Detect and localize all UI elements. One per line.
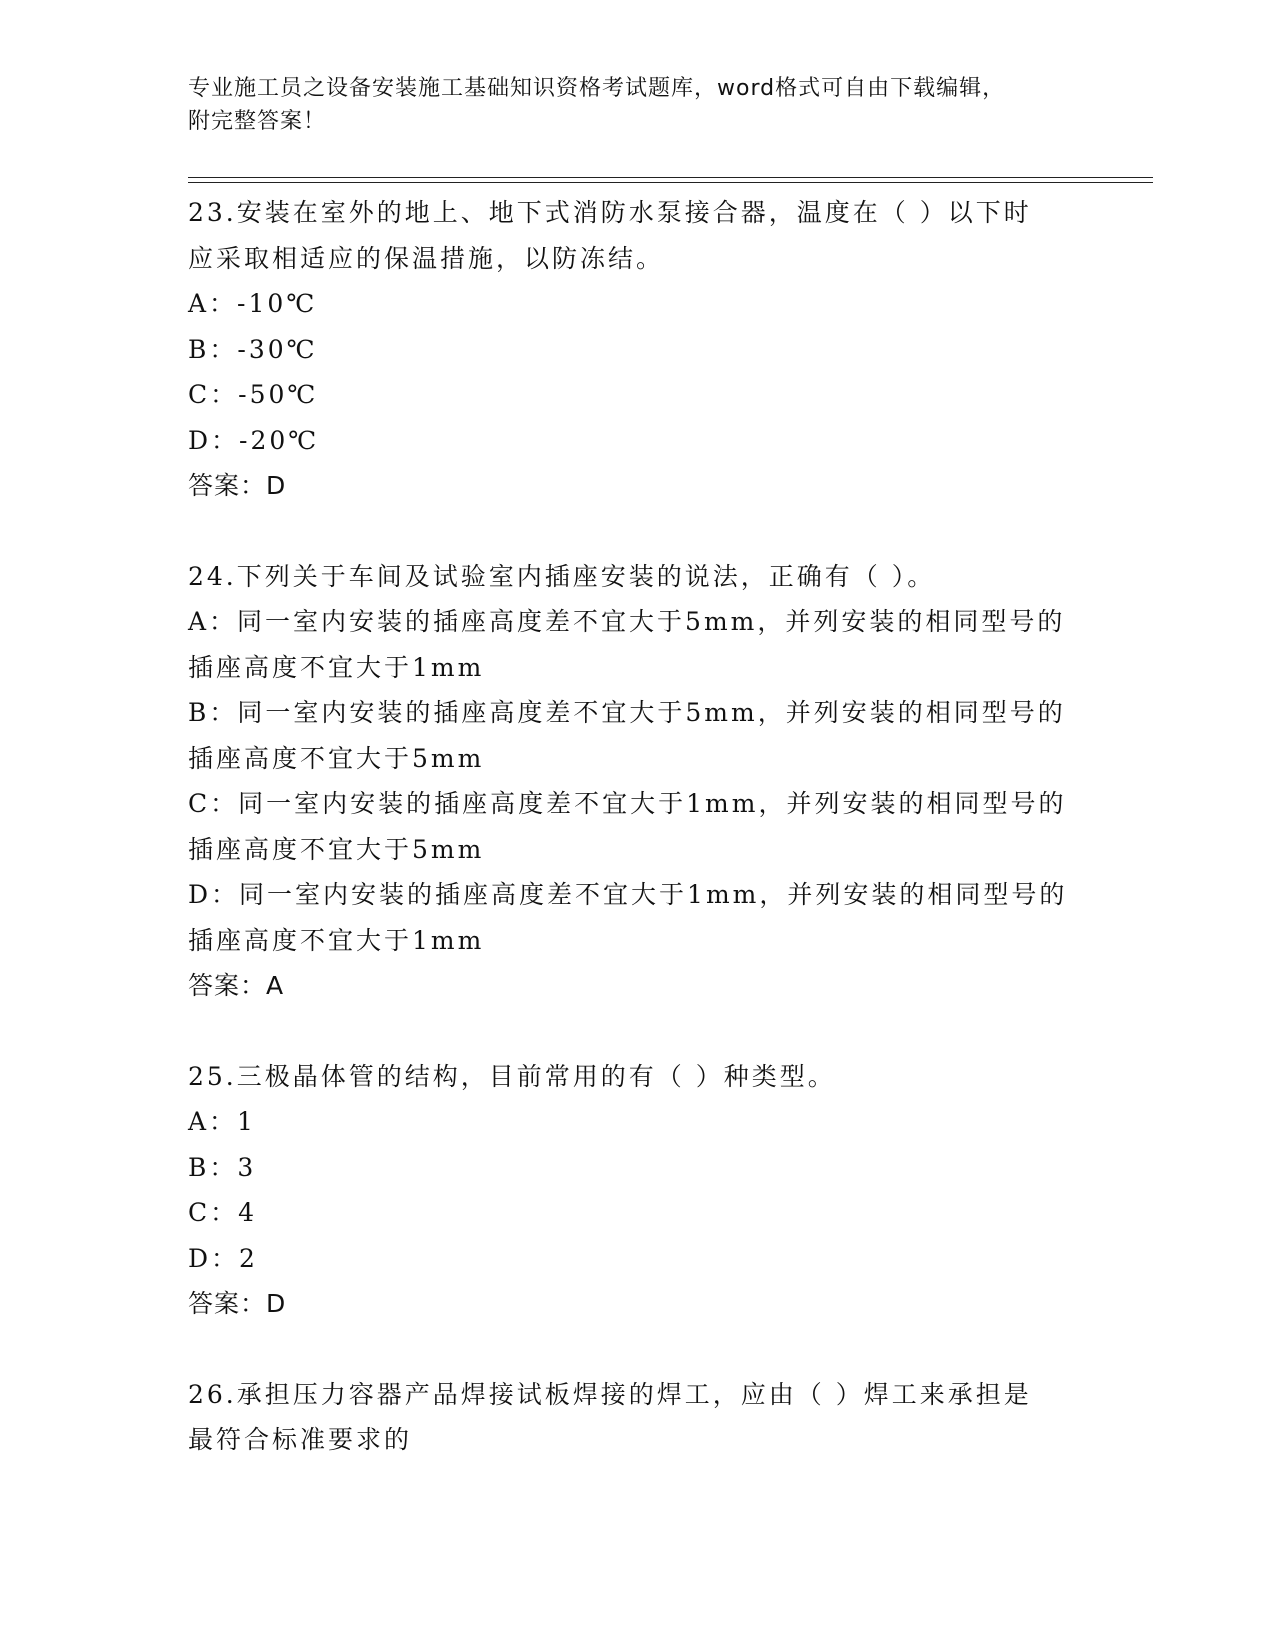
option-text-line: 插座高度不宜大于5mm: [188, 743, 485, 773]
answer-option: [188, 281, 1068, 327]
option-text-line: A：1: [188, 1107, 256, 1136]
document-header: [188, 72, 1068, 138]
option-text-line: 插座高度不宜大于5mm: [188, 834, 485, 864]
answer-option: [188, 327, 1068, 373]
answer-key: 答案：D: [188, 1289, 287, 1318]
answer-option: [188, 372, 1068, 418]
option-text-line: B：-30℃: [188, 334, 318, 364]
header-divider-bottom: [188, 182, 1153, 183]
question-text-line: 24.下列关于车间及试验室内插座安装的说法，正确有（ ）。: [188, 561, 936, 591]
option-text-line: C：4: [188, 1198, 258, 1227]
question-text-line: 26.承担压力容器产品焊接试板焊接的焊工，应由（ ）焊工来承担是: [188, 1379, 1032, 1409]
question-list: [188, 190, 1068, 1508]
option-text-line: A：-10℃: [188, 289, 318, 318]
option-text-line: B：同一室内安装的插座高度差不宜大于5mm，并列安装的相同型号的: [188, 698, 1066, 727]
answer-option: [188, 1236, 1068, 1282]
answer-option: [188, 418, 1068, 464]
question-text-line: 25.三极晶体管的结构，目前常用的有（ ）种类型。: [188, 1061, 836, 1091]
option-text-line: D：-20℃: [188, 425, 320, 455]
option-text-line: 插座高度不宜大于1mm: [188, 652, 485, 682]
header-line-2: 附完整答案！: [188, 109, 327, 134]
answer-option: [188, 599, 1068, 690]
header-divider-top: [188, 177, 1153, 178]
option-text-line: 插座高度不宜大于1mm: [188, 925, 485, 955]
header-line-1: 专业施工员之设备安装施工基础知识资格考试题库，word格式可自由下载编辑，: [188, 76, 1006, 101]
answer-option: [188, 1145, 1068, 1191]
answer-option: [188, 690, 1068, 781]
answer-option: [188, 1099, 1068, 1145]
option-text-line: B：3: [188, 1152, 257, 1182]
question-text-line: 应采取相适应的保温措施，以防冻结。: [188, 243, 665, 273]
option-text-line: C：同一室内安装的插座高度差不宜大于1mm，并列安装的相同型号的: [188, 789, 1067, 818]
answer-option: [188, 1190, 1068, 1236]
option-text-line: A：同一室内安装的插座高度差不宜大于5mm，并列安装的相同型号的: [188, 607, 1066, 636]
option-text-line: D：同一室内安装的插座高度差不宜大于1mm，并列安装的相同型号的: [188, 880, 1068, 909]
question-text-line: 最符合标准要求的: [188, 1425, 413, 1454]
option-text-line: C：-50℃: [188, 380, 319, 409]
question-item: [188, 1054, 1068, 1327]
answer-key: 答案：A: [188, 971, 285, 1000]
question-item: [188, 554, 1068, 1009]
answer-option: [188, 872, 1068, 963]
question-text-line: 23.安装在室外的地上、地下式消防水泵接合器，温度在（ ）以下时: [188, 198, 1032, 227]
answer-option: [188, 781, 1068, 872]
answer-key: 答案：D: [188, 471, 287, 500]
question-item: [188, 190, 1068, 509]
option-text-line: D：2: [188, 1243, 258, 1273]
question-item: [188, 1372, 1068, 1463]
